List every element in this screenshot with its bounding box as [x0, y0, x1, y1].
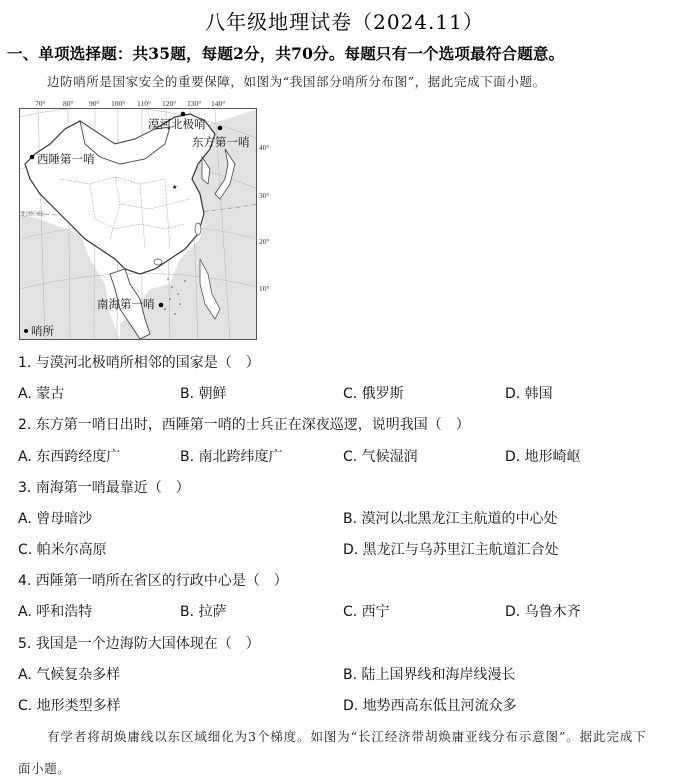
option-a: A. 曾母暗沙 — [18, 511, 93, 527]
question-stem: 1. 与漠河北极哨所相邻的国家是（ ） — [18, 355, 260, 371]
outpost-distribution-map — [19, 108, 257, 340]
label-xilong-outpost: 西陲第一哨 — [37, 152, 95, 166]
option-d: D. 黑龙江与乌苏里江主航道汇合处 — [343, 542, 559, 558]
option-c: C. 气候湿润 — [343, 449, 418, 465]
option-c: C. 帕米尔高原 — [18, 542, 107, 558]
xilong-outpost-point — [30, 155, 35, 160]
group2-intro-line1: 有学者将胡焕庸线以东区域细化为3个梯度。如图为“长江经济带胡焕庸亚线分布示意图”。据此完成下 — [47, 729, 647, 744]
label-dongfang-outpost: 东方第一哨 — [192, 135, 250, 149]
lat-tick: 40° — [259, 143, 270, 152]
option-c: C. 西宁 — [343, 604, 390, 620]
section-heading: 一、单项选择题：共35题，每题2分，共70分。每题只有一个选项最符合题意。 — [7, 44, 565, 63]
option-a: A. 呼和浩特 — [18, 604, 93, 620]
legend-point — [24, 329, 28, 333]
option-b: B. 拉萨 — [180, 604, 227, 620]
lat-tick: 10° — [259, 284, 270, 293]
question-stem: 5. 我国是一个边海防大国体现在（ ） — [18, 636, 260, 652]
lon-tick: 130° — [187, 99, 202, 108]
option-d: D. 地形崎岖 — [505, 449, 581, 465]
option-d: D. 韩国 — [505, 386, 553, 402]
nanhai-outpost-point — [159, 303, 164, 308]
question-stem: 4. 西陲第一哨所在省区的行政中心是（ ） — [18, 573, 288, 589]
option-b: B. 漠河以北黑龙江主航道的中心处 — [343, 511, 558, 527]
option-b: B. 南北跨纬度广 — [180, 449, 283, 465]
label-tropic-of-cancer: 北回归线 — [20, 211, 45, 218]
option-d: D. 地势西高东低且河流众多 — [343, 698, 517, 714]
option-c: C. 俄罗斯 — [343, 386, 404, 402]
lon-tick: 70° — [35, 99, 46, 108]
page-title: 八年级地理试卷（2024.11） — [205, 10, 484, 34]
map-legend-outpost: 哨所 — [31, 324, 54, 338]
lat-tick: 20° — [259, 237, 270, 246]
option-b: B. 陆上国界线和海岸线漫长 — [343, 667, 516, 683]
option-d: D. 乌鲁木齐 — [505, 604, 581, 620]
group2-intro-line2: 面小题。 — [18, 761, 71, 776]
lon-tick: 110° — [137, 99, 151, 108]
option-a: A. 蒙古 — [18, 386, 65, 402]
svg-text:★: ★ — [172, 184, 178, 191]
question-stem: 2. 东方第一哨日出时，西陲第一哨的士兵正在深夜巡逻，说明我国（ ） — [18, 417, 470, 433]
lat-tick: 30° — [259, 191, 270, 200]
option-a: A. 东西跨经度广 — [18, 449, 121, 465]
option-c: C. 地形类型多样 — [18, 698, 121, 714]
option-a: A. 气候复杂多样 — [18, 667, 121, 683]
group1-intro: 边防哨所是国家安全的重要保障，如图为“我国部分哨所分布图”，据此完成下面小题。 — [47, 74, 546, 89]
question-stem: 3. 南海第一哨最靠近（ ） — [18, 480, 190, 496]
label-mohe-outpost: 漠河北极哨 — [148, 117, 206, 131]
lon-tick: 80° — [63, 99, 74, 108]
lon-tick: 120° — [162, 99, 177, 108]
label-nanhai-outpost: 南海第一哨 — [97, 297, 155, 311]
lon-tick: 100° — [111, 99, 126, 108]
option-b: B. 朝鲜 — [180, 386, 227, 402]
lon-tick: 140° — [211, 99, 226, 108]
dongfang-outpost-point — [218, 126, 223, 131]
lon-tick: 90° — [89, 99, 100, 108]
